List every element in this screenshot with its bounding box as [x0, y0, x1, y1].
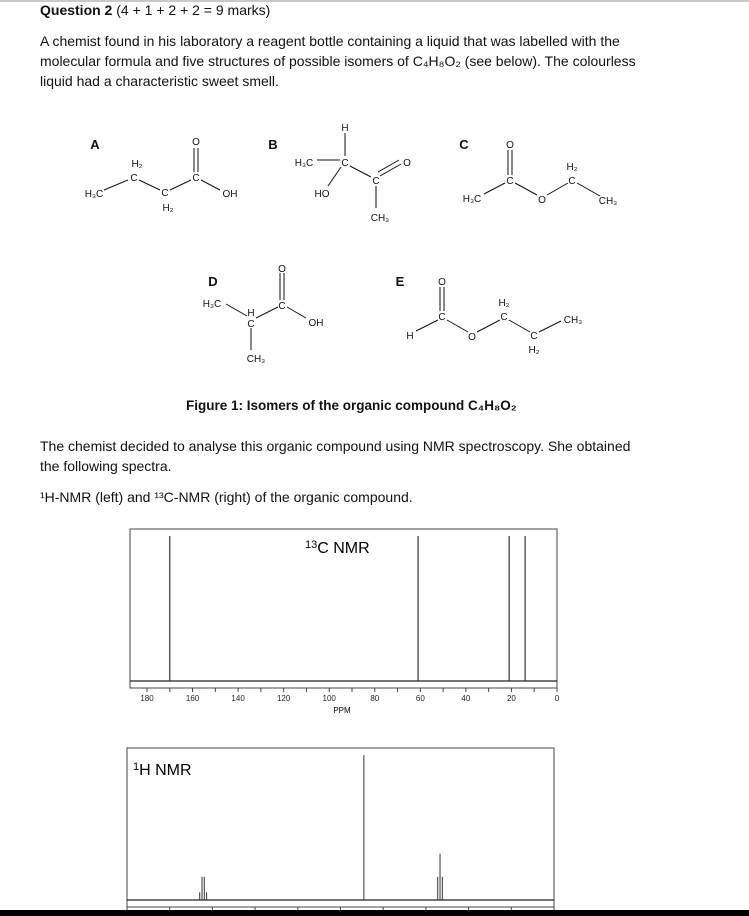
atom-label: H	[341, 123, 349, 134]
atom-label: C	[130, 173, 138, 184]
c13-title	[305, 539, 370, 557]
atom-label: O	[538, 195, 546, 206]
atom-label: H	[406, 331, 414, 342]
c13-xlabel: PPM	[333, 706, 351, 715]
analysis-line: The chemist decided to analyse this organic compound using NMR spectroscopy. She obtained	[40, 438, 631, 454]
h1-title-sup: 1	[133, 761, 140, 773]
c13-tick-label: 40	[461, 694, 471, 703]
c13-title-sup: 13	[305, 539, 318, 551]
intro-line: liquid had a characteristic sweet smell.	[40, 73, 279, 89]
atom-label: C	[530, 331, 538, 342]
atom-label: C	[192, 173, 200, 184]
atom-label: C	[161, 188, 169, 199]
figure-caption: Figure 1: Isomers of the organic compound C₄H₈O₂	[186, 398, 517, 413]
analysis-line: the following spectra.	[40, 458, 172, 474]
c13-tick-label: 140	[231, 694, 245, 703]
atom-label: H₂	[162, 203, 174, 214]
c13-tick-label: 20	[506, 694, 516, 703]
atom-label: CH₃	[563, 315, 583, 326]
atom-label: H₂	[566, 162, 578, 173]
atom-label: C	[372, 176, 380, 187]
h1-title	[133, 761, 192, 779]
atom-label: OH	[308, 318, 324, 329]
h1-title-text: H NMR	[139, 762, 192, 779]
atom-label: H	[247, 308, 255, 319]
atom-label: C	[438, 312, 446, 323]
isomer-label-d: D	[208, 274, 218, 289]
atom-label: H₃C	[294, 158, 314, 169]
atom-label: O	[278, 264, 286, 275]
h1-nmr-chart	[127, 748, 554, 913]
atom-label: O	[403, 158, 411, 169]
c13-tick-label: 60	[415, 694, 425, 703]
c13-nmr-chart	[130, 529, 560, 715]
atom-label: H₂	[131, 159, 143, 170]
atom-label: H₃C	[462, 194, 482, 205]
atom-label: H₂	[498, 298, 510, 309]
atom-label: CH₃	[598, 196, 618, 207]
intro-line: A chemist found in his laboratory a reagent bottle containing a liquid that was labelled with the	[40, 33, 620, 49]
c13-tick-label: 80	[370, 694, 380, 703]
c13-tick-label: 120	[276, 694, 291, 703]
spectra-caption: ¹H-NMR (left) and ¹³C-NMR (right) of the organic compound.	[40, 489, 413, 505]
atom-label: H₃C	[202, 299, 222, 310]
c13-title-text: C NMR	[317, 540, 370, 557]
atom-label: OH	[222, 189, 238, 200]
isomer-label-b: B	[268, 137, 278, 152]
atom-label: HO	[314, 189, 330, 200]
atom-label: C	[247, 319, 255, 330]
c13-tick-label: 0	[554, 694, 560, 703]
atom-label: O	[506, 140, 514, 151]
isomer-label-a: A	[90, 137, 100, 152]
isomer-label-c: C	[459, 137, 469, 152]
c13-tick-label: 180	[140, 694, 154, 703]
intro-line: molecular formula and five structures of possible isomers of C₄H₈O₂ (see below). The colourless	[40, 53, 636, 69]
atom-label: C	[506, 176, 514, 187]
atom-label: O	[192, 137, 200, 148]
isomer-label-e: E	[395, 274, 405, 289]
atom-label: O	[468, 332, 476, 343]
atom-label: CH₃	[246, 354, 266, 365]
c13-tick-label: 160	[185, 694, 200, 703]
atom-label: C	[278, 301, 286, 312]
atom-label: O	[438, 277, 446, 288]
atom-label: C	[500, 312, 508, 323]
question-marks: (4 + 1 + 2 + 2 = 9 marks)	[116, 2, 271, 18]
atom-label: H₂	[528, 345, 540, 356]
c13-tick-label: 100	[322, 694, 336, 703]
atom-label: C	[568, 176, 576, 187]
atom-label: C	[341, 158, 349, 169]
question-number: Question 2	[40, 2, 113, 18]
atom-label: CH₃	[370, 213, 390, 224]
bottom-bar	[0, 910, 749, 916]
atom-label: H₃C	[84, 189, 104, 200]
